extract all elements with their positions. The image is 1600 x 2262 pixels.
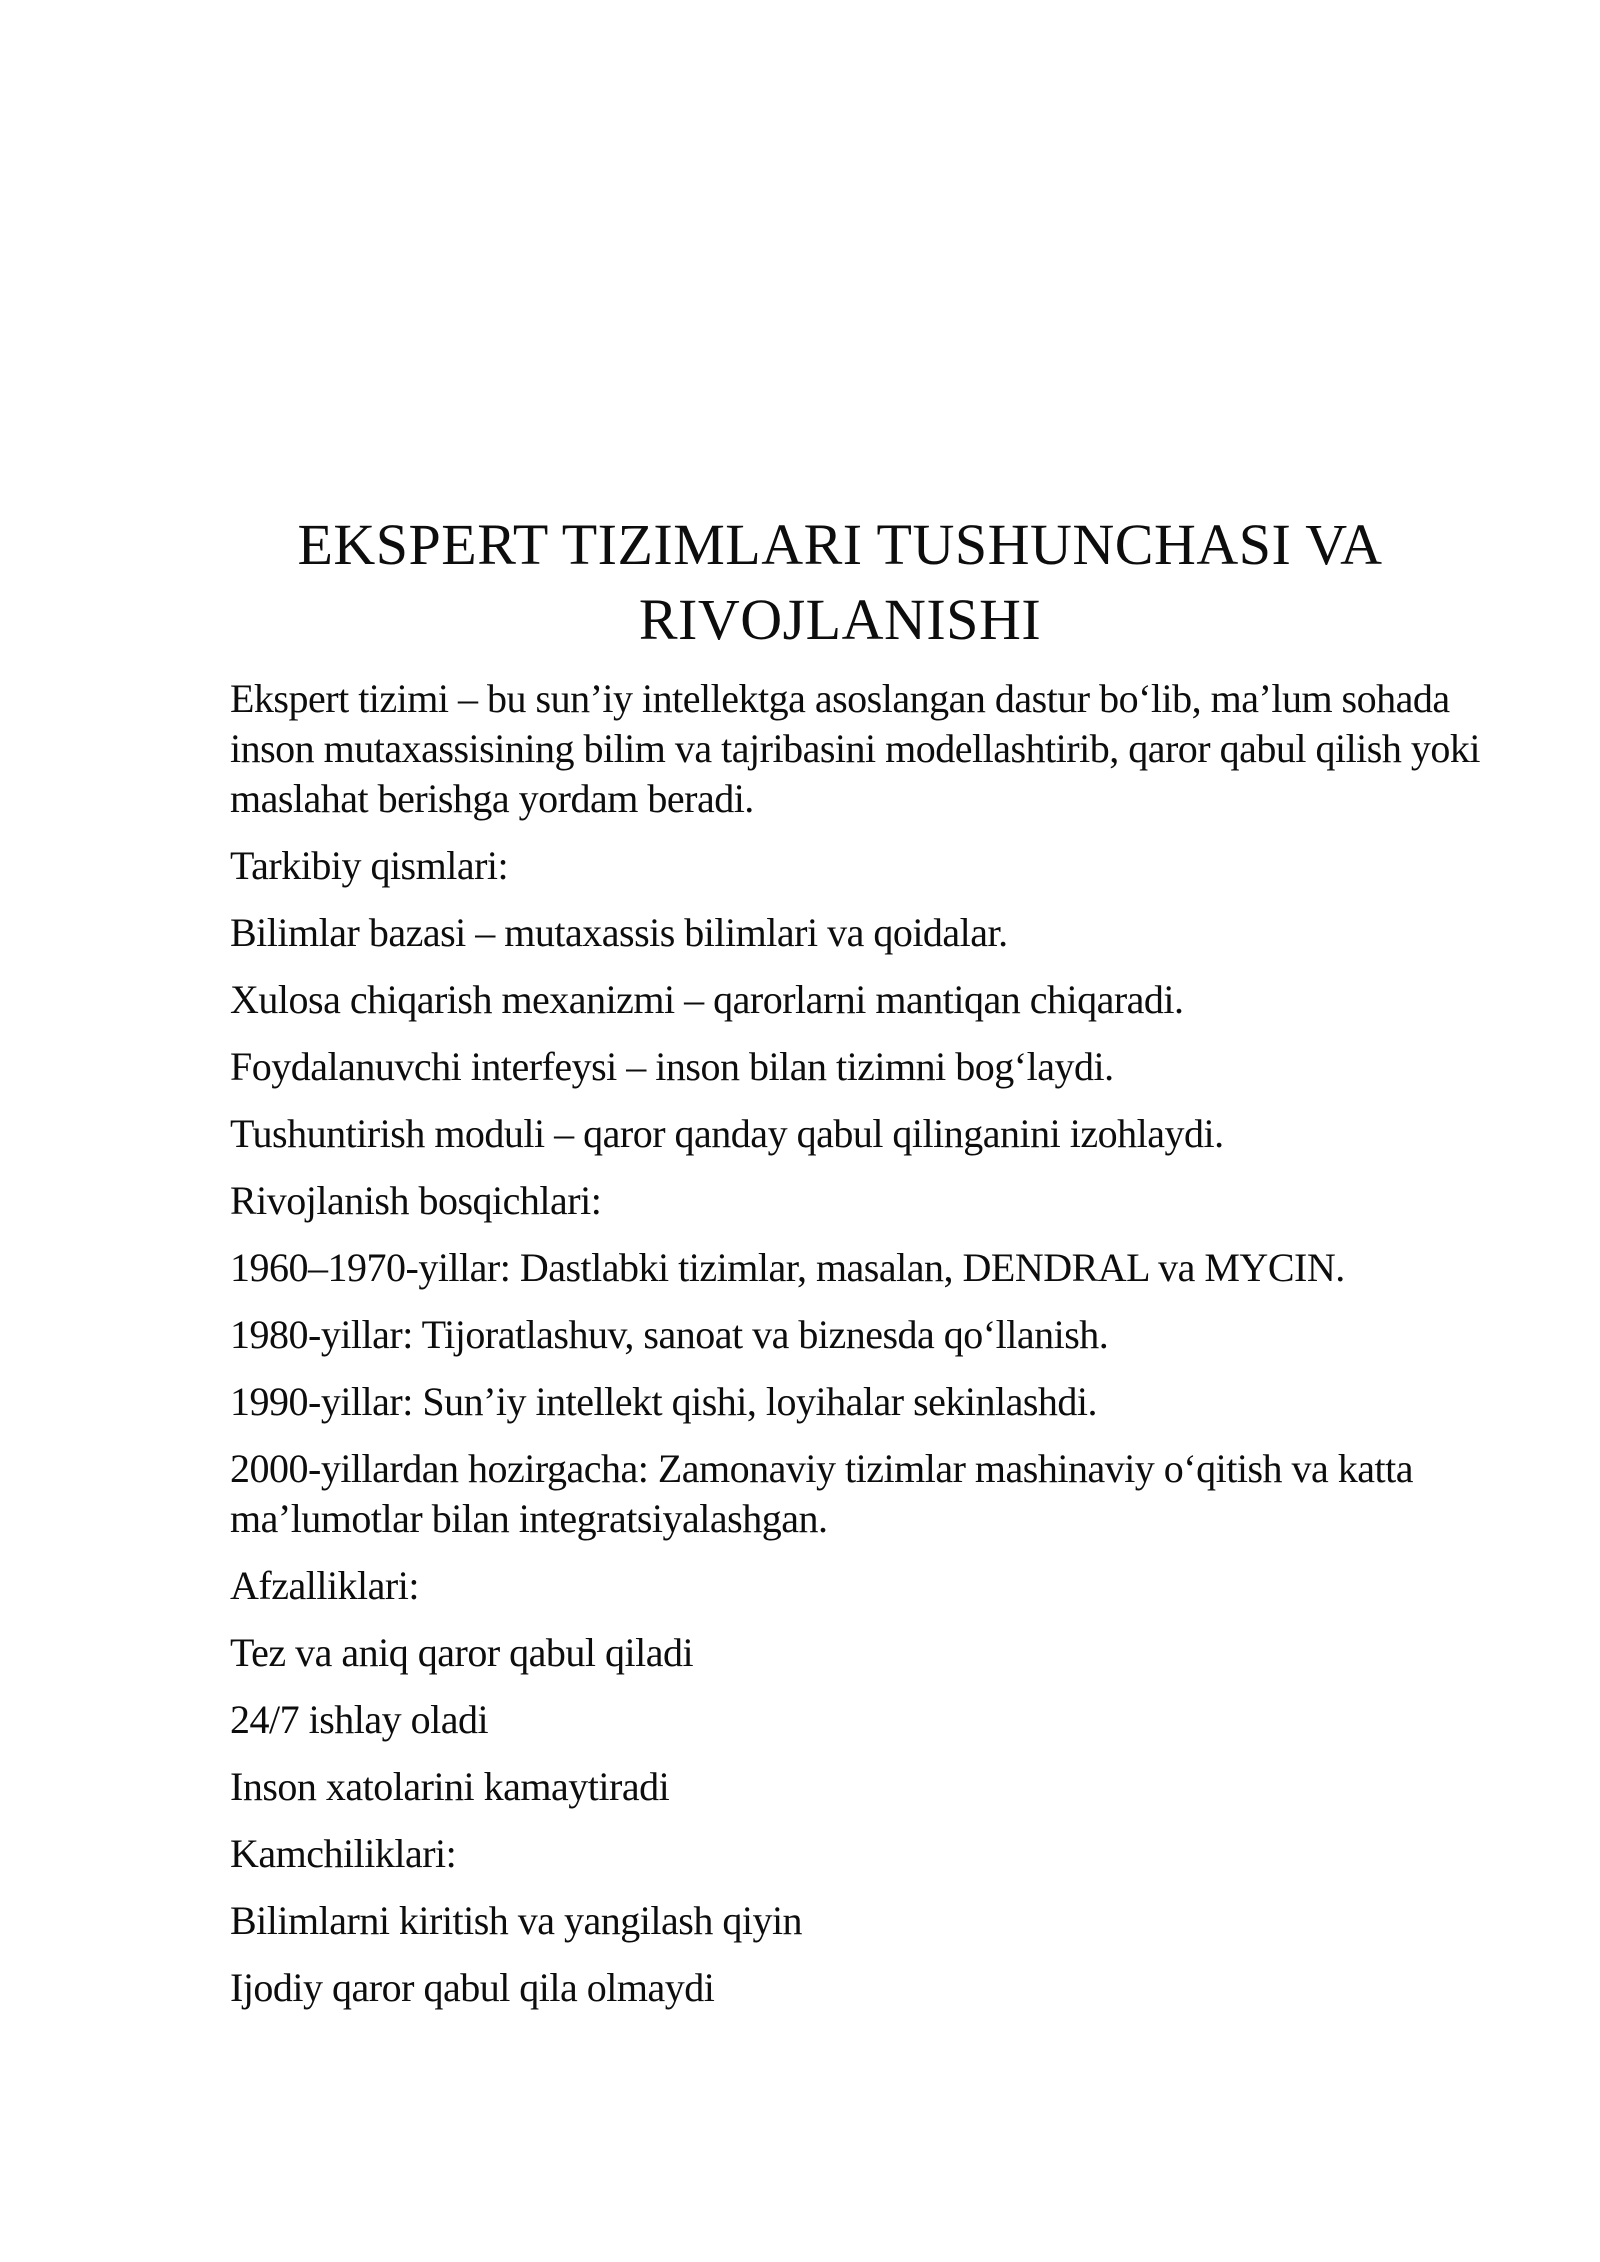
paragraph-line: Ijodiy qaror qabul qila olmaydi [230,1965,715,2010]
paragraph-disadvantages-heading [230,1829,1450,1879]
paragraph-line: Bilimlar bazasi – mutaxassis bilimlari va qoidalar. [230,910,1008,955]
paragraph-1960-1970 [230,1243,1450,1293]
paragraph-line: Tarkibiy qismlari: [230,843,509,888]
paragraph-user-interface [230,1042,1450,1092]
paragraph-line: 24/7 ishlay oladi [230,1697,489,1742]
paragraph-disadvantage-knowledge [230,1896,1450,1946]
paragraph-development-heading [230,1176,1450,1226]
paragraph-advantage-247 [230,1695,1450,1745]
page-title-line: EKSPERT TIZIMLARI TUSHUNCHASI VA [297,512,1383,577]
paragraph-intro [230,674,1480,824]
paragraph-inference-engine [230,975,1450,1025]
paragraph-advantages-heading [230,1561,1450,1611]
paragraph-line: 1990-yillar: Sun’iy intellekt qishi, loyihalar sekinlashdi. [230,1379,1098,1424]
paragraph-1980 [230,1310,1450,1360]
paragraph-1990 [230,1377,1450,1427]
paragraph-line: Tushuntirish moduli – qaror qanday qabul qilinganini izohlaydi. [230,1111,1224,1156]
paragraph-line: Foydalanuvchi interfeysi – inson bilan tizimni bog‘laydi. [230,1044,1114,1089]
paragraph-line: Xulosa chiqarish mexanizmi – qarorlarni mantiqan chiqaradi. [230,977,1184,1022]
paragraph-advantage-fast [230,1628,1450,1678]
paragraph-line: ma’lumotlar bilan integratsiyalashgan. [230,1496,828,1541]
paragraph-line: 1960–1970-yillar: Dastlabki tizimlar, masalan, DENDRAL va MYCIN. [230,1245,1345,1290]
paragraph-line: Afzalliklari: [230,1563,419,1608]
paragraph-components-heading [230,841,1450,891]
paragraph-disadvantage-creative [230,1963,1450,2013]
paragraph-line: 2000-yillardan hozirgacha: Zamonaviy tizimlar mashinaviy o‘qitish va katta [230,1446,1414,1491]
paragraph-line: Tez va aniq qaror qabul qiladi [230,1630,694,1675]
paragraph-line: 1980-yillar: Tijoratlashuv, sanoat va biznesda qo‘llanish. [230,1312,1109,1357]
paragraph-line: inson mutaxassisining bilim va tajribasini modellashtirib, qaror qabul qilish yoki [230,726,1480,771]
document-content [230,507,1480,2030]
paragraph-advantage-errors [230,1762,1450,1812]
paragraph-2000 [230,1444,1450,1544]
paragraph-line: maslahat berishga yordam beradi. [230,776,754,821]
paragraph-explanation-module [230,1109,1450,1159]
page-title-line: RIVOJLANISHI [638,587,1042,652]
paragraph-line: Inson xatolarini kamaytiradi [230,1764,670,1809]
paragraph-line: Ekspert tizimi – bu sun’iy intellektga asoslangan dastur bo‘lib, ma’lum sohada [230,676,1450,721]
paragraph-line: Kamchiliklari: [230,1831,457,1876]
paragraph-line: Rivojlanish bosqichlari: [230,1178,602,1223]
paragraph-line: Bilimlarni kiritish va yangilash qiyin [230,1898,803,1943]
page-title [230,507,1450,657]
paragraph-knowledge-base [230,908,1450,958]
